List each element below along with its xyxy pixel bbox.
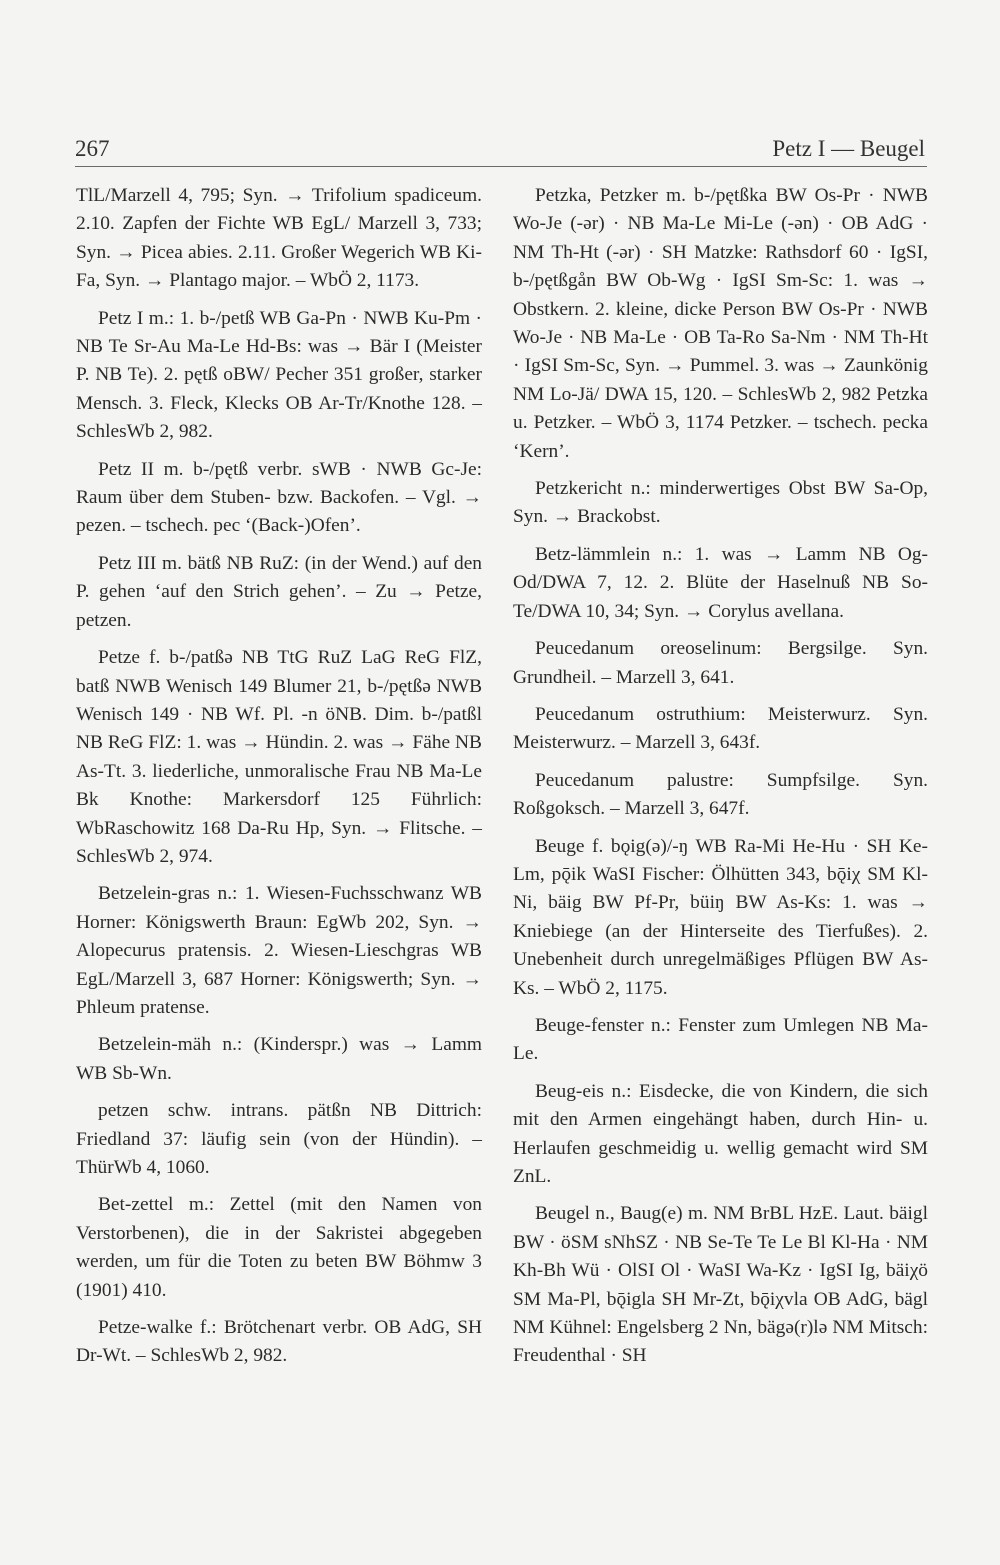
entry-petz-iii: Petz III m. bätß NB RuZ: (in der Wend.) auf den P. gehen ‘auf den Strich gehen’. – Zu → Petze, petzen. (76, 552, 482, 631)
entry-betzelein-maeh: Betzelein-mäh n.: (Kinderspr.) was → Lamm WB Sb-Wn. (76, 1034, 482, 1084)
entry-petz-ii: Petz II m. b-/pętß verbr. sWB · NWB Gc-Je: Raum über dem Stuben- bzw. Backofen. – Vgl. → pezen. – tschech. pec ‘(Back-)Ofen’. (76, 458, 482, 537)
running-head: Petz I — Beugel (772, 136, 925, 161)
page-number: 267 (75, 136, 110, 161)
entry-petzen: petzen schw. intrans. pätßn NB Dittrich: Friedland 37: läufig sein (von der Hündin). – ThürWb 4, 1060. (76, 1100, 482, 1178)
entry-peucedanum-palustre: Peucedanum palustre: Sumpfsilge. Syn. Roßgoksch. – Marzell 3, 647f. (513, 769, 928, 820)
entry-petze-walke: Petze-walke f.: Brötchenart verbr. OB AdG, SH Dr-Wt. – SchlesWb 2, 982. (76, 1317, 482, 1367)
entry-petzka: Petzka, Petzker m. b-/pętßka BW Os-Pr · NWB Wo-Je (-ər) · NB Ma-Le Mi-Le (-ən) · OB AdG · NM Th-Ht (-ər) · SH Matzke: Rathsdorf 60 · IgSI, b-/pętßgån BW Ob-Wg · IgSI Sm-Sc: 1. was → Obstkern. 2. kleine, dicke Person BW Os-Pr · NWB Wo-Je · NB Ma-Le · OB Ta-Ro Sa-Nm · NM Th-Ht · IgSI Sm-Sc, Syn. → Pummel. 3. was → Zaunkönig NM Lo-Jä/ DWA 15, 120. – SchlesWb 2, 982 Petzka u. Petzker. – WbÖ 3, 1174 Petzker. – tschech. pecka ‘Kern’. (513, 185, 928, 462)
entry-betz-laemmlein: Betz-lämmlein n.: 1. was → Lamm NB Og-Od/DWA 7, 12. 2. Blüte der Haselnuß NB So-Te/DWA 10, 34; Syn. → Corylus avellana. (513, 543, 928, 622)
entry-beug-eis: Beug-eis n.: Eisdecke, die von Kindern, die sich mit den Armen eingehängt haben, durch Hin- u. Herlaufen geschmeidig u. wellig gemacht wird SM ZnL. (513, 1080, 928, 1187)
entry-beuge: Beuge f. bǫig(ə)/-ŋ WB Ra-Mi He-Hu · SH Ke-Lm, pǭik WaSI Fischer: Ölhütten 343, bǭiχ SM Kl-Ni, bäig BW Pf-Pr, büiŋ BW As-Ks: 1. was → Kniebiege (an der Hinterseite des Tierfußes). 2. Unebenheit durch unregelmäßiges Pflügen BW As-Ks. – WbÖ 2, 1175. (513, 835, 928, 999)
entry-beuge-fenster: Beuge-fenster n.: Fenster zum Umlegen NB Ma-Le. (513, 1014, 928, 1065)
entry-petze: Petze f. b-/patßə NB TtG RuZ LaG ReG FlZ, batß NWB Wenisch 149 Blumer 21, b-/pętßə NWB Wenisch 149 · NB Wf. Pl. -n öNB. Dim. b-/patßl NB ReG FlZ: 1. was → Hündin. 2. was → Fähe NB As-Tt. 3. liederliche, unmoralische Frau NB Ma-Le Bk Knothe: Markersdorf 125 Führlich: WbRaschowitz 168 Da-Ru Hp, Syn. → Flitsche. – SchlesWb 2, 974. (76, 647, 482, 867)
entry-peucedanum-ostruthium: Peucedanum ostruthium: Meisterwurz. Syn. Meisterwurz. – Marzell 3, 643f. (513, 703, 928, 754)
entry-petz-i: Petz I m.: 1. b-/petß WB Ga-Pn · NWB Ku-Pm · NB Te Sr-Au Ma-Le Hd-Bs: was → Bär I (Meister P. NB Te). 2. pętß oBW/ Pecher 351 großer, starker Mensch. 3. Fleck, Klecks OB Ar-Tr/Knothe 128. – SchlesWb 2, 982. (76, 307, 482, 443)
right-column (513, 182, 928, 1380)
entry-betzelein-gras: Betzelein-gras n.: 1. Wiesen-Fuchsschwanz WB Horner: Königswerth Braun: EgWb 202, Syn. → Alopecurus pratensis. 2. Wiesen-Lieschgras WB EgL/Marzell 3, 687 Horner: Königswerth; Syn. → Phleum pratense. (76, 883, 482, 1018)
left-column (76, 182, 482, 1380)
entry-continuation: TlL/Marzell 4, 795; Syn. → Trifolium spadiceum. 2.10. Zapfen der Fichte WB EgL/ Marzell 3, 733; Syn. → Picea abies. 2.11. Großer Wegerich WB Ki-Fa, Syn. → Plantago major. – WbÖ 2, 1173. (76, 185, 482, 292)
entry-peucedanum-oreoselinum: Peucedanum oreoselinum: Bergsilge. Syn. Grundheil. – Marzell 3, 641. (513, 638, 928, 688)
entry-petzkericht: Petzkericht n.: minderwertiges Obst BW Sa-Op, Syn. → Brackobst. (513, 478, 928, 528)
page-header (75, 132, 927, 167)
entry-bet-zettel: Bet-zettel m.: Zettel (mit den Namen von Verstorbenen), die in der Sakristei abgegeben werden, um für die Toten zu beten BW Böhmw 3 (1901) 410. (76, 1194, 482, 1301)
entry-beugel: Beugel n., Baug(e) m. NM BrBL HzE. Laut. bäigl BW · öSM sNhSZ · NB Se-Te Te Le Bl Kl-Ha · NM Kh-Bh Wü · OlSI Ol · WaSI Wa-Kz · IgSI Ig, bäiχö SM Ma-Pl, bǭigla SH Mr-Zt, bǭiχvla OB AdG, bägl NM Kühnel: Engelsberg 2 Nn, bägə(r)lə NM Mitsch: Freudenthal · SH (513, 1203, 928, 1367)
